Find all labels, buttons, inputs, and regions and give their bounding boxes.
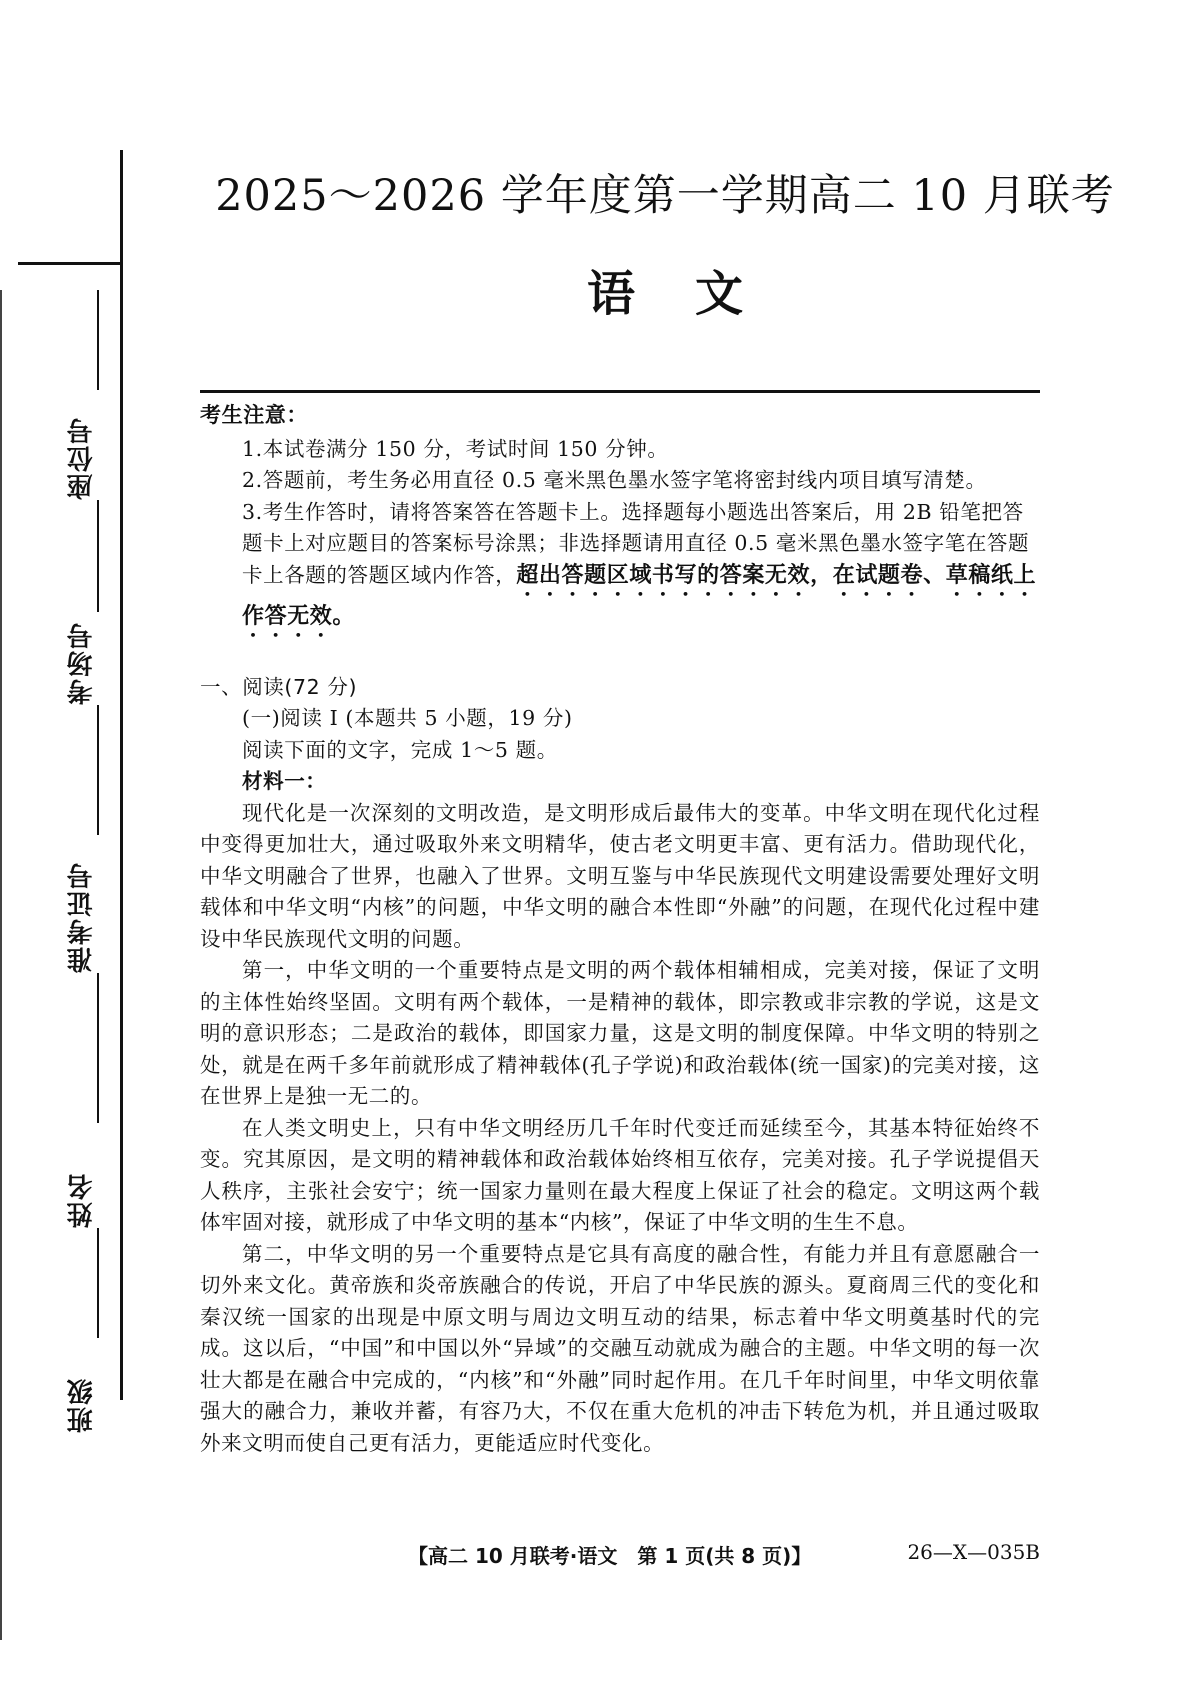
header-rule [200,390,1040,393]
exam-title: 2025～2026 学年度第一学期高二 10 月联考 [215,171,1115,221]
footer-page-info: 【高二 10 月联考·语文 第 1 页(共 8 页)】 [408,1544,812,1568]
passage-paragraph: 在人类文明史上，只有中华文明经历几千年时代变迁而延续至今，其基本特征始终不变。究其原因，是文明的精神载体和政治载体始终相互依存，完美对接。孔子学说提倡天人秩序，主张社会安宁；统一国家力量则在最大程度上保证了社会的稳定。文明这两个载体牢固对接，就形成了中华文明的基本“内核”，保证了中华文明的生生不息。 [200,1115,1040,1234]
notice-item: 1.本试卷满分 150 分，考试时间 150 分钟。 [242,436,669,461]
name-field[interactable] [60,973,104,1228]
room-fill-line [97,500,99,612]
seat-field[interactable] [60,290,104,500]
name-fill-line [97,973,99,1123]
class-field[interactable] [60,1228,104,1433]
page-content [200,400,1040,1459]
notice-item [200,497,1040,642]
room-label: 考场号 [67,621,97,705]
passage-paragraph: 现代化是一次深刻的文明改造，是文明形成后最伟大的变革。中华文明在现代化过程中变得更加壮大，通过吸取外来文明精华，使古老文明更丰富、更有活力。借助现代化，中华文明融合了世界，也融入了世界。文明互鉴与中华民族现代文明建设需要处理好文明载体和中华文明“内核”的问题，中华文明的融合本性即“外融”的问题，在现代化过程中建设中华民族现代文明的问题。 [200,800,1040,951]
name-label: 姓名 [67,1172,97,1228]
binding-edge-line [0,290,2,1640]
ticket-fill-line [97,705,99,835]
section-heading: 一、阅读(72 分) [200,674,358,699]
binding-margin [0,0,130,1698]
passage-paragraph: 第二，中华文明的另一个重要特点是它具有高度的融合性，有能力并且有意愿融合一切外来文化。黄帝族和炎帝族融合的传说，开启了中华民族的源头。夏商周三代的变化和秦汉统一国家的出现是中原文明与周边文明互动的结果，标志着中华文明奠基时代的完成。这以后，“中国”和中国以外“异域”的交融互动就成为融合的主题。中华文明的每一次壮大都是在融合中完成的，“内核”和“外融”同时起作用。在几千年时间里，中华文明依靠强大的融合力，兼收并蓄，有容乃大，不仅在重大危机的冲击下转危为机，并且通过吸取外来文明而使自己更有活力，更能适应时代变化。 [200,1241,1040,1455]
subject-title: 语文 [586,266,803,322]
seat-fill-line [97,290,99,390]
sub-section-heading: (一)阅读 Ⅰ (本题共 5 小题，19 分) [242,706,573,730]
binding-horizontal-line [18,262,120,265]
class-fill-line [97,1228,99,1338]
seat-label: 座位号 [67,416,97,500]
notice-title: 考生注意： [200,403,308,427]
reading-instruction: 阅读下面的文字，完成 1～5 题。 [242,737,558,762]
footer-exam-code: 26—X—035B [907,1540,1040,1564]
class-label: 班级 [67,1377,97,1433]
ticket-label: 准考证号 [67,861,97,973]
passage-paragraph: 第一，中华文明的一个重要特点是文明的两个载体相辅相成，完美对接，保证了文明的主体性始终坚固。文明有两个载体，一是精神的载体，即宗教或非宗教的学说，这是文明的意识形态；二是政治的载体，即国家力量，这是文明的制度保障。中华文明的特别之处，就是在两千多年前就形成了精神载体(孔子学说)和政治载体(统一国家)的完美对接，这在世界上是独一无二的。 [200,958,1040,1108]
notice-item: 2.答题前，考生务必用直径 0.5 毫米黑色墨水签字笔将密封线内项目填写清楚。 [242,468,987,492]
notice-item-text: 3.考生作答时，请将答案答在答题卡上。选择题每小题选出答案后，用 2B 铅笔把答题卡上对应题目的答案标号涂黑；非选择题请用直径 0.5 毫米黑色墨水签字笔在答题卡上各题的答题区域内作答， [242,499,1030,587]
material-label: 材料一： [242,769,327,793]
notice-emphasis: 超出答题区域书写的答案无效，在试题卷、草稿纸上作答无效。 [242,562,1037,629]
binding-vertical-line [120,150,123,1400]
room-field[interactable] [60,500,104,705]
ticket-field[interactable] [60,705,104,973]
